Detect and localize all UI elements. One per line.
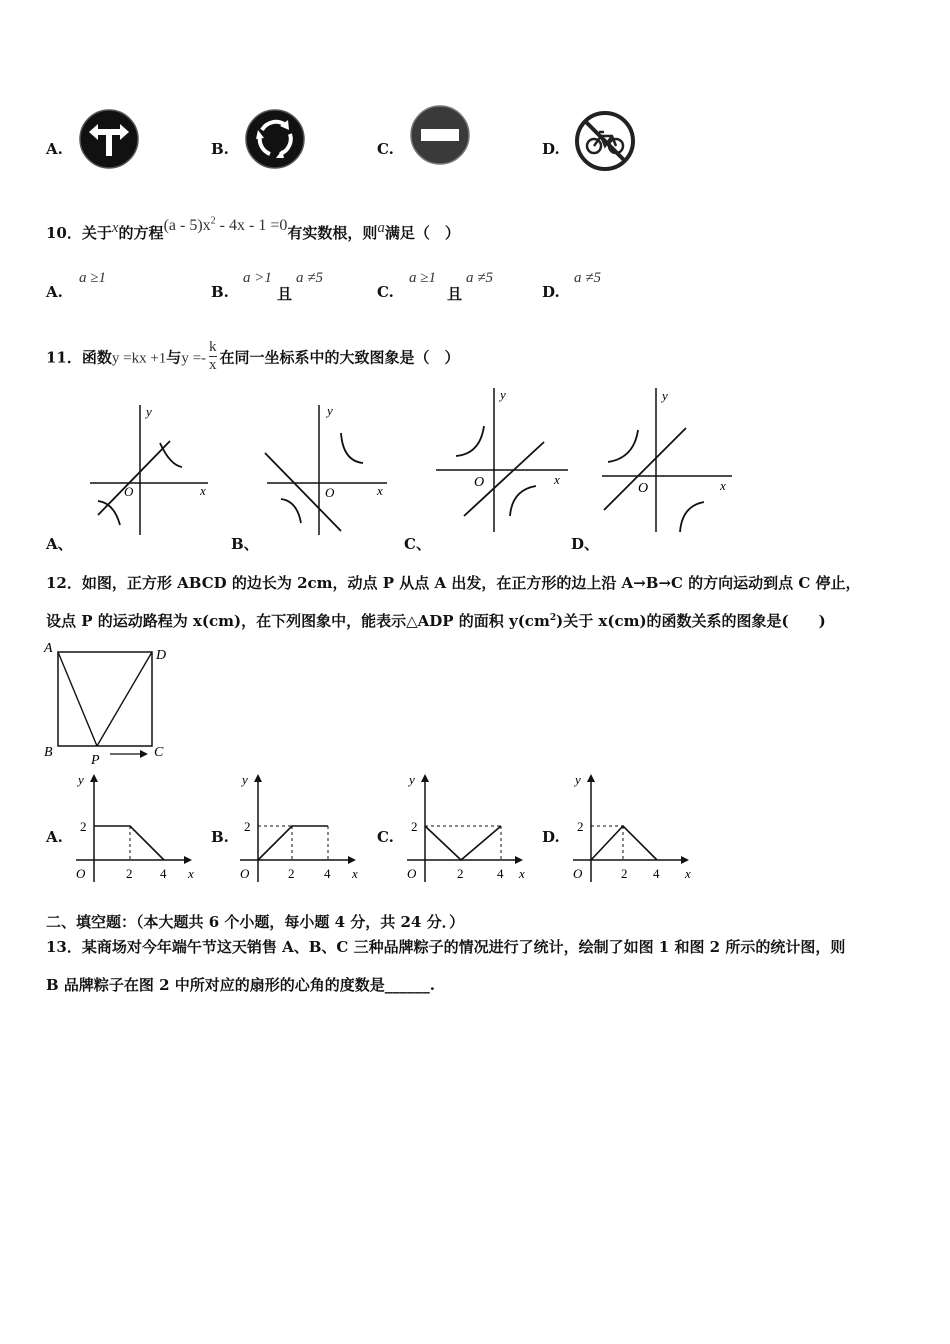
turn-left-or-right-sign-icon bbox=[78, 108, 140, 170]
origin-label: O bbox=[325, 485, 335, 500]
y-tick-2: 2 bbox=[80, 819, 87, 834]
q12-line1: 12．如图，正方形 ABCD 的边长为 2cm，动点 P 从点 A 出发，在正方形的边上沿 A→B→C 的方向运动到点 C 停止， bbox=[46, 574, 861, 592]
y-arrow-icon bbox=[587, 774, 595, 782]
x-tick-4: 4 bbox=[324, 866, 331, 881]
q13-line1: 13．某商场对今年端午节这天销售 A、B、C 三种品牌粽子的情况进行了统计，绘制了如图 1 和图 2 所示的统计图，则 bbox=[46, 938, 846, 956]
function-graph bbox=[591, 826, 657, 860]
x-axis-label: x bbox=[200, 483, 206, 498]
hyperbola-branch-1 bbox=[608, 430, 638, 462]
function-graph bbox=[94, 826, 164, 860]
q10-option-a-expr: a ≥1 bbox=[79, 270, 106, 286]
y-label: y bbox=[78, 772, 84, 787]
q9-option-a-label: A. bbox=[46, 140, 63, 158]
origin-label: O bbox=[240, 866, 250, 881]
hyperbola-branch-1 bbox=[456, 426, 484, 456]
q12-graph-a bbox=[70, 768, 205, 886]
hyperbola-branch-2 bbox=[98, 501, 120, 525]
segment-ap bbox=[58, 652, 97, 746]
y-arrow-icon bbox=[421, 774, 429, 782]
q9-option-b-label: B. bbox=[211, 140, 229, 158]
q12-option-c-label: C. bbox=[377, 828, 394, 846]
q13-line2: B 品牌粽子在图 2 中所对应的扇形的心角的度数是______. bbox=[46, 976, 436, 994]
y-axis-label: y bbox=[146, 404, 152, 419]
q11-option-d-label: D、 bbox=[571, 535, 600, 553]
y-tick-2: 2 bbox=[244, 819, 251, 834]
hyperbola-branch-2 bbox=[680, 502, 704, 532]
label-a: A bbox=[44, 641, 53, 656]
q10-option-b-expr1: a >1 bbox=[243, 270, 272, 286]
q10-option-b-expr2: a ≠5 bbox=[296, 270, 323, 286]
y-label: y bbox=[409, 772, 415, 787]
q11-func1: y =kx +1 bbox=[111, 350, 167, 367]
q10-var-x: x bbox=[111, 220, 119, 236]
q10-text-end: 满足（ ） bbox=[384, 224, 460, 242]
q11-func2-fraction: $\frac{k}{x}$ bbox=[209, 339, 217, 373]
y-arrow-icon bbox=[90, 774, 98, 782]
x-label: x bbox=[188, 866, 194, 881]
q10-option-b-label: B. bbox=[211, 283, 229, 301]
q10-text-after: 有实数根，则 bbox=[287, 224, 378, 242]
q12-option-b-label: B. bbox=[211, 828, 229, 846]
x-tick-4: 4 bbox=[497, 866, 504, 881]
roundabout-sign-icon bbox=[244, 108, 306, 170]
line-graph bbox=[98, 441, 170, 515]
hyperbola-branch-2 bbox=[281, 499, 301, 523]
q10-option-c-conj: 且 bbox=[447, 285, 463, 303]
hyperbola-branch-1 bbox=[341, 433, 363, 463]
hyperbola-branch-2 bbox=[510, 486, 536, 516]
q11-text-end: 在同一坐标系中的大致图象是（ ） bbox=[219, 348, 460, 367]
x-label: x bbox=[519, 866, 525, 881]
line-graph bbox=[604, 428, 686, 510]
origin-label: O bbox=[573, 866, 583, 881]
q11-graph-b bbox=[255, 395, 405, 540]
q10-option-b-conj: 且 bbox=[277, 285, 293, 303]
q11-stem bbox=[46, 341, 460, 376]
q12-option-a-label: A. bbox=[46, 828, 63, 846]
q10-stem bbox=[46, 215, 460, 243]
q11-option-a-label: A、 bbox=[46, 535, 73, 553]
label-b: B bbox=[44, 745, 53, 760]
q10-var-a: a bbox=[377, 220, 385, 236]
y-axis-label: y bbox=[662, 388, 668, 403]
y-axis-label: y bbox=[500, 387, 506, 402]
q9-option-c-label: C. bbox=[377, 140, 394, 158]
x-axis-label: x bbox=[377, 483, 383, 498]
label-p: P bbox=[91, 753, 100, 768]
y-label: y bbox=[242, 772, 248, 787]
q12-graph-d bbox=[567, 768, 702, 886]
y-tick-2: 2 bbox=[577, 819, 584, 834]
q12-line2: 设点 P 的运动路程为 x(cm)，在下列图象中，能表示△ADP 的面积 $y(cm^2)$关于 x(cm)的函数关系的图象是( ) bbox=[46, 612, 826, 630]
no-entry-sign-icon bbox=[409, 104, 471, 166]
x-tick-2: 2 bbox=[621, 866, 628, 881]
q10-option-d-label: D. bbox=[542, 283, 560, 301]
x-tick-2: 2 bbox=[457, 866, 464, 881]
origin-label: O bbox=[124, 484, 134, 499]
q12-option-d-label: D. bbox=[542, 828, 560, 846]
q11-number: 11．函数 bbox=[46, 348, 112, 367]
x-label: x bbox=[685, 866, 691, 881]
q10-option-c-expr2: a ≠5 bbox=[466, 270, 493, 286]
q10-number: 10．关于 bbox=[46, 224, 112, 242]
x-arrow-icon bbox=[681, 856, 689, 864]
q10-equation: $(a - 5)x^2 - 4x - 1 =0$ bbox=[163, 215, 288, 234]
arrow-head-icon bbox=[140, 750, 148, 758]
q11-text-mid: 与 bbox=[166, 348, 182, 367]
label-c: C bbox=[154, 745, 164, 760]
x-label: x bbox=[352, 866, 358, 881]
q11-option-c-label: C、 bbox=[404, 535, 431, 553]
label-d: D bbox=[156, 648, 167, 663]
q11-graph-a bbox=[70, 395, 220, 540]
q10-text-mid: 的方程 bbox=[118, 224, 164, 242]
q12-graph-c bbox=[401, 768, 536, 886]
origin-label: O bbox=[76, 866, 86, 881]
q10-option-d-expr: a ≠5 bbox=[574, 270, 601, 286]
x-tick-2: 2 bbox=[288, 866, 295, 881]
q9-option-d-label: D. bbox=[542, 140, 560, 158]
origin-label: O bbox=[407, 866, 417, 881]
q11-graph-d bbox=[594, 382, 744, 537]
q10-option-c-expr1: a ≥1 bbox=[409, 270, 436, 286]
x-tick-2: 2 bbox=[126, 866, 133, 881]
section-2-title: 二、填空题：（本大题共 6 个小题，每小题 4 分，共 24 分．） bbox=[46, 913, 465, 931]
origin-label: O bbox=[474, 475, 485, 490]
y-axis-label: y bbox=[327, 403, 333, 418]
q10-option-c-label: C. bbox=[377, 283, 394, 301]
y-arrow-icon bbox=[254, 774, 262, 782]
origin-label: O bbox=[638, 481, 649, 496]
x-arrow-icon bbox=[348, 856, 356, 864]
no-bicycles-sign-icon bbox=[574, 110, 636, 172]
segment-dp bbox=[97, 652, 152, 746]
q12-square-figure bbox=[40, 638, 190, 768]
function-graph bbox=[258, 826, 328, 860]
q11-func2-prefix: y =- bbox=[181, 350, 207, 367]
q10-option-a-label: A. bbox=[46, 283, 63, 301]
x-tick-4: 4 bbox=[653, 866, 660, 881]
y-tick-2: 2 bbox=[411, 819, 418, 834]
x-arrow-icon bbox=[184, 856, 192, 864]
q12-graph-b bbox=[234, 768, 369, 886]
y-label: y bbox=[575, 772, 581, 787]
x-arrow-icon bbox=[515, 856, 523, 864]
q11-graph-c bbox=[428, 382, 578, 537]
q11-option-b-label: B、 bbox=[231, 535, 259, 553]
x-axis-label: x bbox=[720, 478, 726, 493]
x-axis-label: x bbox=[554, 472, 560, 487]
function-graph bbox=[425, 826, 501, 860]
x-tick-4: 4 bbox=[160, 866, 167, 881]
